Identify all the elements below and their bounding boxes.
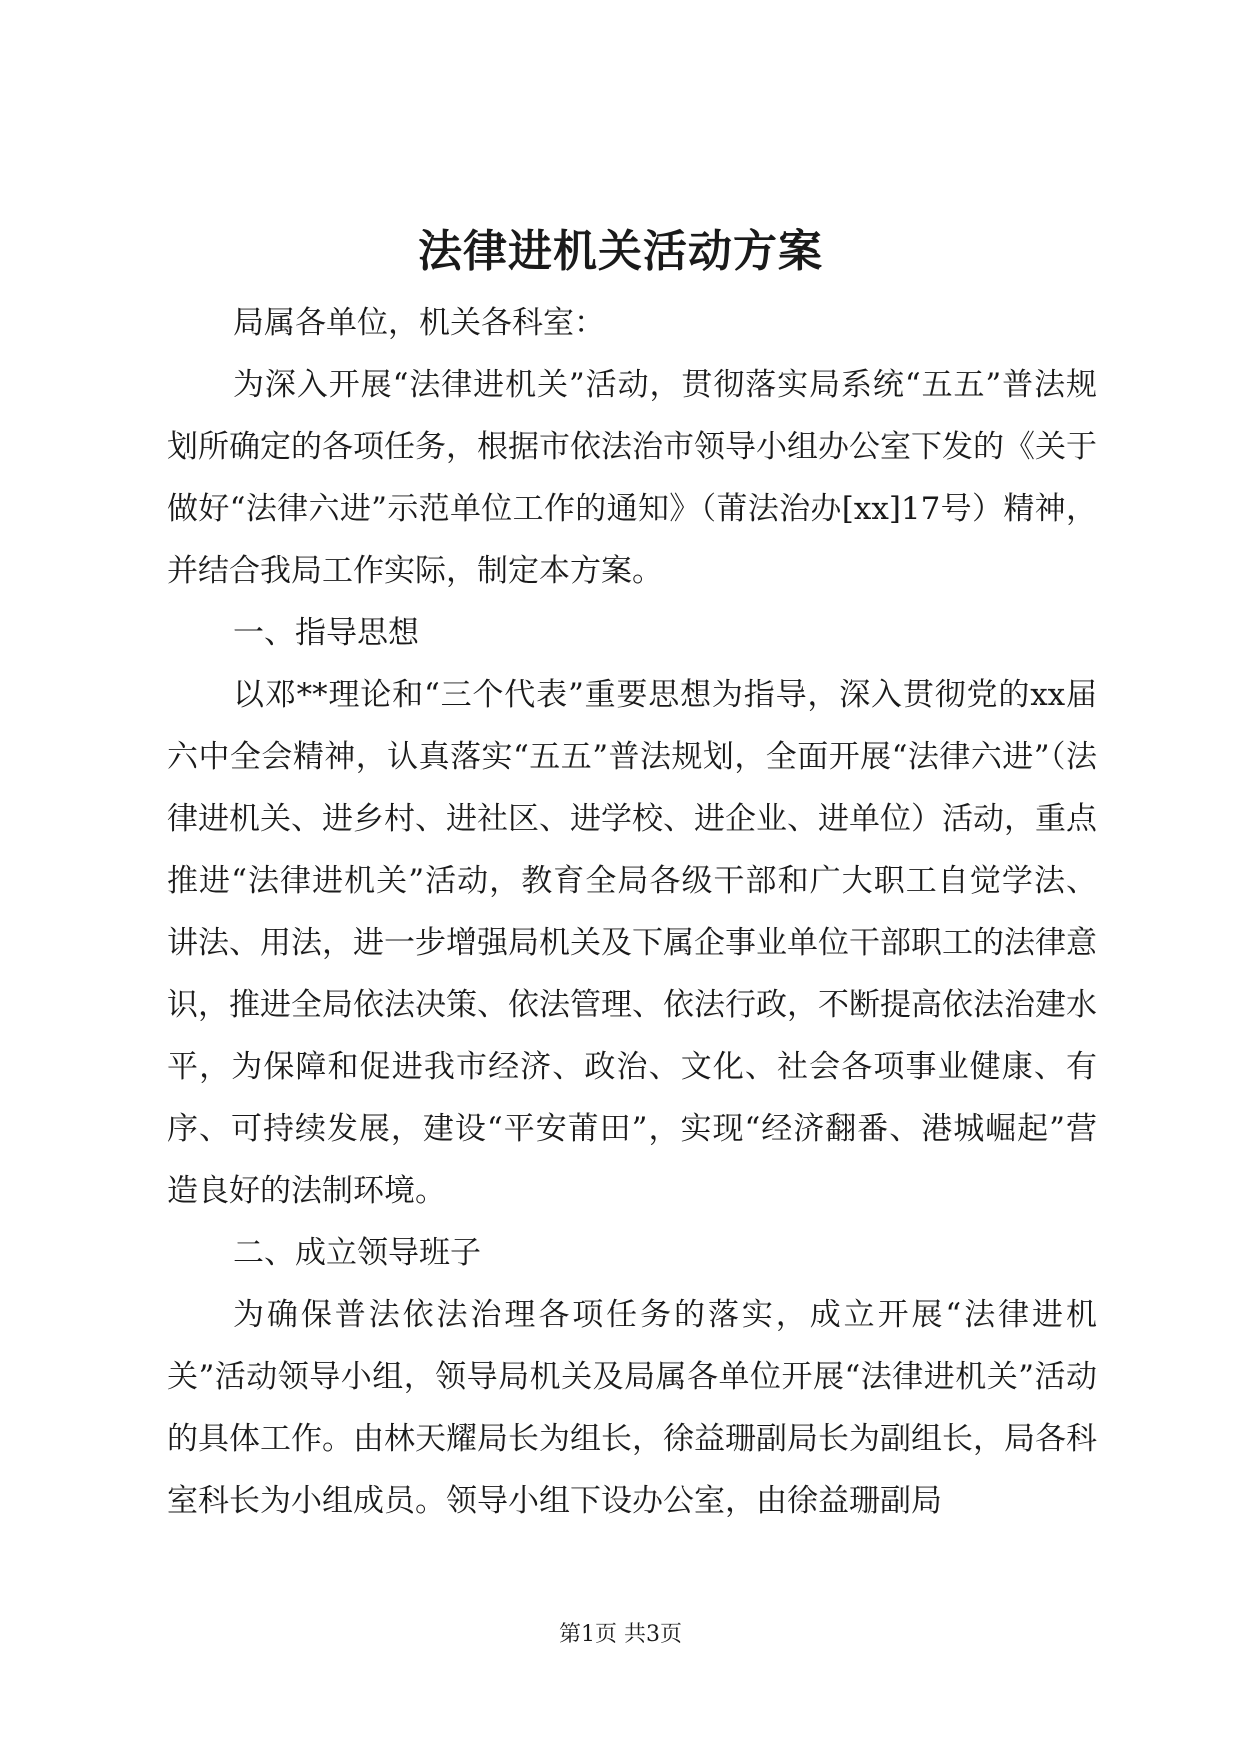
salutation-paragraph: 局属各单位，机关各科室： — [233, 305, 605, 341]
leadership-group-paragraph: 为确保普法依法治理各项任务的落实，成立开展“法律进机关”活动领导小组，领导局机关及局属各单位开展“法律进机关”活动的具体工作。由林天耀局长为组长，徐益珊副局长为副组长，局各科室科长为小组成员。领导小组下设办公室，由徐益珊副局 — [167, 1297, 1097, 1519]
document-title: 法律进机关活动方案 — [418, 226, 823, 277]
guiding-ideology-paragraph: 以邓**理论和“三个代表”重要思想为指导，深入贯彻党的xx届六中全会精神，认真落实“五五”普法规划，全面开展“法律六进”（法律进机关、进乡村、进社区、进学校、进企业、进单位）活动，重点推进“法律进机关”活动，教育全局各级干部和广大职工自觉学法、讲法、用法，进一步增强局机关及下属企事业单位干部职工的法律意识，推进全局依法决策、依法管理、依法行政，不断提高依法治建水平，为保障和促进我市经济、政治、文化、社会各项事业健康、有序、可持续发展，建设“平安莆田”，实现“经济翻番、港城崛起”营造良好的法制环境。 — [167, 677, 1097, 1209]
page-footer: 第1页 共3页 — [559, 1622, 682, 1647]
document-body — [167, 292, 1097, 1532]
section-heading-leadership-group: 二、成立领导班子 — [233, 1235, 481, 1271]
section-heading-guiding-ideology: 一、指导思想 — [233, 615, 419, 651]
intro-paragraph: 为深入开展“法律进机关”活动，贯彻落实局系统“五五”普法规划所确定的各项任务，根据市依法治市领导小组办公室下发的《关于做好“法律六进”示范单位工作的通知》（莆法治办[xx]17号）精神，并结合我局工作实际，制定本方案。 — [167, 367, 1097, 589]
